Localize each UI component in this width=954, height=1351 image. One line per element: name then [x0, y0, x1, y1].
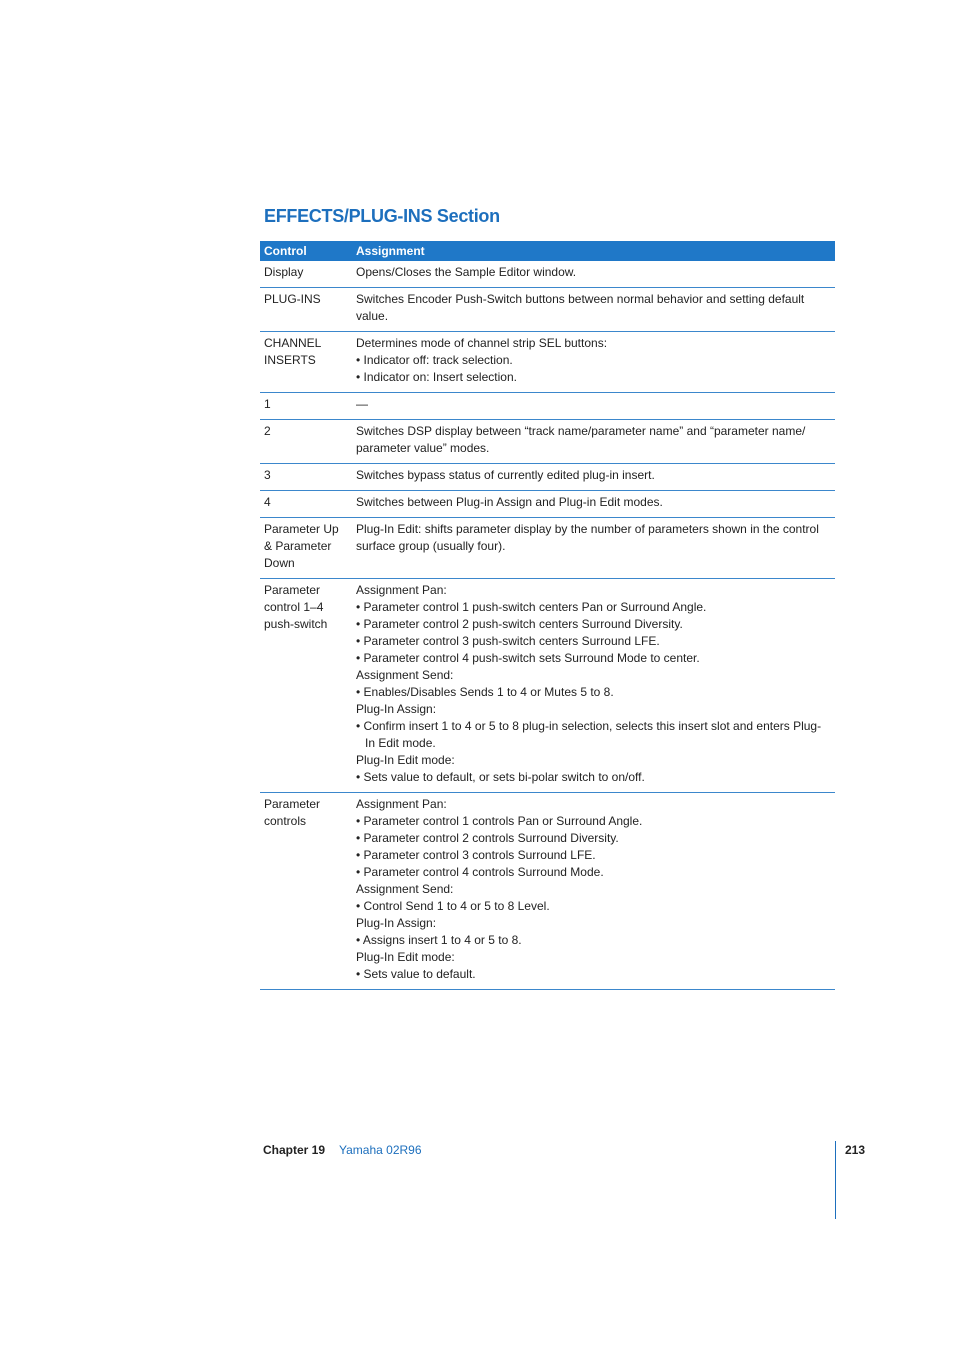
assignment-bullet: • Parameter control 4 controls Surround Mode. [356, 865, 604, 879]
assignment-cell [356, 582, 835, 786]
page-number: 213 [845, 1143, 866, 1157]
control-text: 2 [264, 424, 271, 438]
column-header-assignment: Assignment [356, 244, 425, 258]
control-text: Down [264, 556, 295, 570]
assignment-text: Switches DSP display between “track name/parameter name” and “parameter name/ parameter value” modes. [356, 424, 806, 455]
assignment-text: Assignment Send: [356, 882, 454, 896]
assignment-text: Assignment Pan: [356, 797, 447, 811]
assignment-text: Plug-In Edit mode: [356, 950, 455, 964]
assignment-cell [356, 494, 835, 511]
control-text: 1 [264, 397, 271, 411]
assignment-text: Plug-In Assign: [356, 916, 437, 930]
assignment-bullet: • Confirm insert 1 to 4 or 5 to 8 plug-in selection, selects this insert slot and enters Plug-In Edit mode. [356, 719, 822, 750]
control-cell [260, 264, 356, 281]
table-row [260, 793, 835, 990]
control-cell [260, 423, 356, 457]
assignment-bullet: • Indicator on: Insert selection. [356, 370, 517, 384]
assignment-bullet: • Enables/Disables Sends 1 to 4 or Mutes 5 to 8. [356, 685, 614, 699]
assignment-text: Assignment Pan: [356, 583, 447, 597]
assignment-cell [356, 335, 835, 386]
table-row [260, 420, 835, 464]
assignment-bullet: • Parameter control 3 controls Surround LFE. [356, 848, 596, 862]
assignment-bullet: • Parameter control 1 controls Pan or Surround Angle. [356, 814, 643, 828]
assignment-bullet: • Parameter control 2 push-switch centers Surround Diversity. [356, 617, 683, 631]
assignment-bullet: • Parameter control 4 push-switch sets Surround Mode to center. [356, 651, 700, 665]
assignment-text: Opens/Closes the Sample Editor window. [356, 265, 577, 279]
control-text: INSERTS [264, 353, 316, 367]
assignment-cell [356, 521, 835, 572]
footer-chapter: Chapter 19 [263, 1143, 326, 1157]
control-text: controls [264, 814, 307, 828]
assignment-text: Switches bypass status of currently edited plug-in insert. [356, 468, 655, 482]
table-row [260, 464, 835, 491]
assignment-bullet: • Parameter control 2 controls Surround Diversity. [356, 831, 619, 845]
table-header [260, 241, 835, 261]
control-text: & Parameter [264, 539, 332, 553]
assignment-text: Assignment Send: [356, 668, 454, 682]
control-cell [260, 335, 356, 386]
control-cell [260, 396, 356, 413]
control-cell [260, 467, 356, 484]
column-header-control: Control [264, 244, 307, 258]
assignment-text: Plug-In Edit mode: [356, 753, 455, 767]
assignment-bullet: • Assigns insert 1 to 4 or 5 to 8. [356, 933, 522, 947]
assignment-cell [356, 796, 835, 983]
control-cell [260, 521, 356, 572]
footer-chapter-title: Yamaha 02R96 [339, 1143, 422, 1157]
section-title: EFFECTS/PLUG-INS Section [264, 206, 500, 226]
table-body [260, 261, 835, 990]
assignment-text: — [356, 397, 368, 411]
assignment-bullet: • Parameter control 3 push-switch centers Surround LFE. [356, 634, 660, 648]
control-text: Display [264, 265, 304, 279]
assignment-bullet: • Parameter control 1 push-switch centers Pan or Surround Angle. [356, 600, 707, 614]
control-text: Parameter Up [264, 522, 339, 536]
assignment-text: Plug-In Edit: shifts parameter display by the number of parameters shown in the control surface group (usually four). [356, 522, 819, 553]
control-text: Parameter [264, 797, 321, 811]
assignment-cell [356, 396, 835, 413]
assignment-text: Determines mode of channel strip SEL buttons: [356, 336, 608, 350]
table-row [260, 579, 835, 793]
table-row [260, 332, 835, 393]
assignment-bullet: • Indicator off: track selection. [356, 353, 513, 367]
control-cell [260, 796, 356, 983]
control-text: push-switch [264, 617, 328, 631]
control-cell [260, 291, 356, 325]
assignment-table [260, 241, 835, 990]
control-text: PLUG-INS [264, 292, 321, 306]
assignment-text: Plug-In Assign: [356, 702, 437, 716]
table-row [260, 518, 835, 579]
assignment-bullet: • Sets value to default, or sets bi-polar switch to on/off. [356, 770, 645, 784]
table-row [260, 393, 835, 420]
control-text: CHANNEL [264, 336, 322, 350]
assignment-bullet: • Control Send 1 to 4 or 5 to 8 Level. [356, 899, 550, 913]
control-text: control 1–4 [264, 600, 324, 614]
control-text: Parameter [264, 583, 321, 597]
control-text: 3 [264, 468, 271, 482]
assignment-cell [356, 264, 835, 281]
assignment-cell [356, 291, 835, 325]
control-cell [260, 494, 356, 511]
table-row [260, 288, 835, 332]
control-text: 4 [264, 495, 271, 509]
assignment-cell [356, 467, 835, 484]
table-row [260, 491, 835, 518]
control-cell [260, 582, 356, 786]
table-row [260, 261, 835, 288]
assignment-text: Switches between Plug-in Assign and Plug-in Edit modes. [356, 495, 663, 509]
assignment-cell [356, 423, 835, 457]
footer-divider [835, 1141, 836, 1219]
assignment-bullet: • Sets value to default. [356, 967, 476, 981]
assignment-text: Switches Encoder Push-Switch buttons between normal behavior and setting default value. [356, 292, 805, 323]
